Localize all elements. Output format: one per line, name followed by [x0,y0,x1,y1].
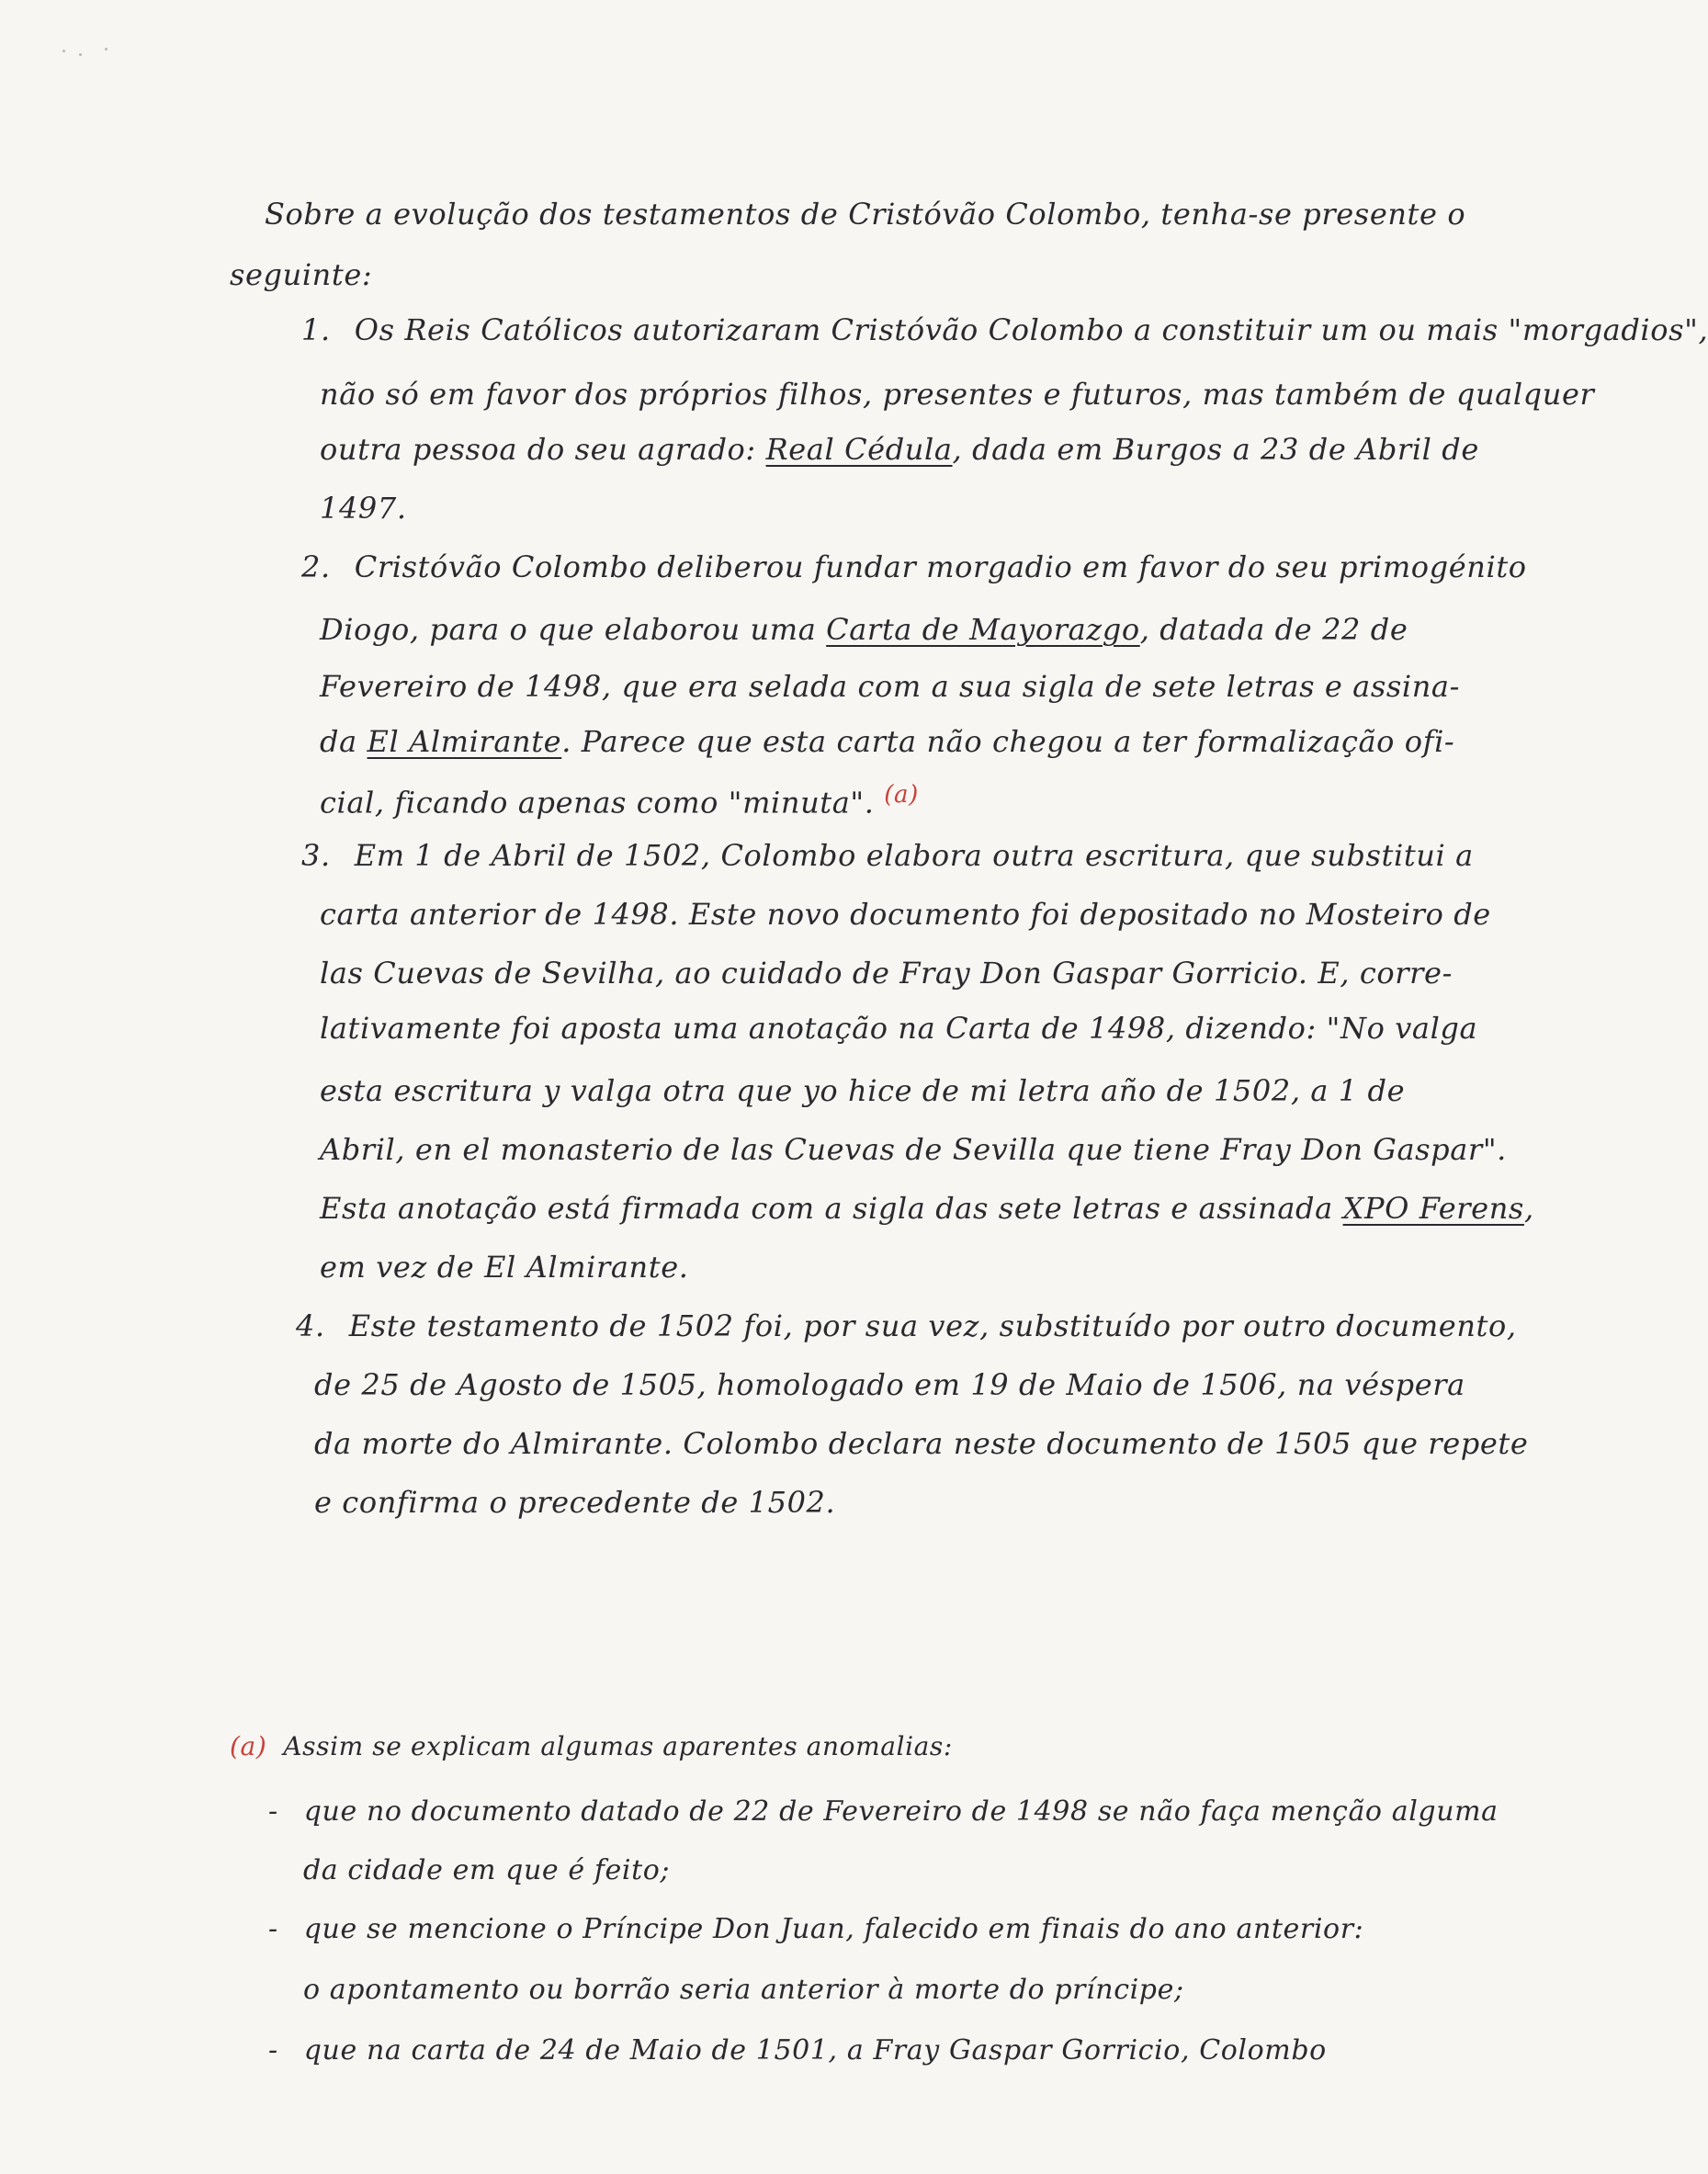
item-2-number: 2. [301,549,331,584]
item-1-text-3a: outra pessoa do seu agrado: [320,432,766,467]
item-1-line-3 [320,432,1479,467]
footnote-ref-a: (a) [884,781,919,809]
item-3-line-1 [301,838,1474,873]
bullet-2-text-1: que se mencione o Príncipe Don Juan, falecido em finais do ano anterior: [303,1913,1364,1945]
item-4-line-4: e confirma o precedente de 1502. [314,1485,836,1520]
item-2-text-4b: . Parece que esta carta não chegou a ter formalização ofi- [561,724,1455,759]
item-3-line-5: esta escritura y valga otra que yo hice de mi letra año de 1502, a 1 de [320,1073,1406,1108]
bullet-dash-icon: - [268,1795,278,1828]
item-3-line-7 [320,1191,1534,1226]
el-almirante-underlined: El Almirante [367,724,562,759]
footnote-mark-a: (a) [230,1731,267,1761]
item-1-line-2: não só em favor dos próprios filhos, presentes e futuros, mas também de qualquer [320,377,1595,412]
item-2-text-4a: da [320,724,368,759]
bullet-dash-icon: - [268,1913,278,1945]
item-2-line-3: Fevereiro de 1498, que era selada com a sua sigla de sete letras e assina- [320,669,1461,704]
footnote-heading: Assim se explicam algumas aparentes anomalias: [283,1731,953,1761]
item-2-line-4 [320,724,1454,759]
item-3-text-7b: , [1523,1191,1534,1226]
paper-speck [62,48,118,61]
item-2-text-1: Cristóvão Colombo deliberou fundar morgadio em favor do seu primogénito [354,549,1527,584]
item-1-number: 1. [301,312,331,347]
item-1-line-4: 1497. [320,491,407,526]
carta-de-mayorazgo-underlined: Carta de Mayorazgo [826,612,1140,647]
item-3-line-6: Abril, en el monasterio de las Cuevas de Sevilla que tiene Fray Don Gaspar". [320,1132,1507,1167]
footnote-bullet-1-line-2: da cidade em que é feito; [303,1854,671,1886]
item-2-line-2 [320,612,1408,647]
bullet-dash-icon: - [268,2034,278,2066]
item-3-text-1: Em 1 de Abril de 1502, Colombo elabora outra escritura, que substitui a [354,838,1474,873]
item-3-line-4: lativamente foi aposta uma anotação na Carta de 1498, dizendo: "No valga [320,1011,1478,1046]
item-2-text-2b: , datada de 22 de [1139,612,1408,647]
intro-line-2: seguinte: [230,257,373,292]
footnote-bullet-2-line-1 [268,1913,1363,1945]
item-1-line-1 [301,312,1708,347]
item-2-text-5: cial, ficando apenas como "minuta". [320,785,875,821]
item-3-number: 3. [301,838,331,873]
real-cedula-underlined: Real Cédula [765,432,953,467]
bullet-3-text-1: que na carta de 24 de Maio de 1501, a Fray Gaspar Gorricio, Colombo [303,2034,1327,2066]
item-4-line-1 [296,1308,1517,1343]
bullet-1-text-1: que no documento datado de 22 de Fevereiro de 1498 se não faça menção alguma [303,1795,1499,1828]
item-3-line-3: las Cuevas de Sevilha, ao cuidado de Fray Don Gaspar Gorricio. E, corre- [320,956,1453,991]
item-4-text-1: Este testamento de 1502 foi, por sua vez, substituído por outro documento, [348,1308,1517,1343]
item-3-line-2: carta anterior de 1498. Este novo documento foi depositado no Mosteiro de [320,897,1491,932]
footnote-bullet-2-line-2: o apontamento ou borrão seria anterior à morte do príncipe; [303,1974,1184,2006]
intro-line-1: Sobre a evolução dos testamentos de Cristóvão Colombo, tenha-se presente o [265,197,1466,232]
item-1-text-3b: , dada em Burgos a 23 de Abril de [952,432,1479,467]
item-3-text-7a: Esta anotação está firmada com a sigla das sete letras e assinada [320,1191,1343,1226]
footnote-bullet-3-line-1 [268,2034,1327,2066]
item-4-line-3: da morte do Almirante. Colombo declara neste documento de 1505 que repete [314,1426,1529,1461]
footnote-heading-line [230,1731,953,1761]
item-4-line-2: de 25 de Agosto de 1505, homologado em 19 de Maio de 1506, na véspera [314,1367,1465,1402]
item-3-line-8: em vez de El Almirante. [320,1250,689,1285]
xpo-ferens-underlined: XPO Ferens [1342,1191,1524,1226]
item-2-line-5 [320,781,919,821]
item-2-line-1 [301,549,1527,584]
item-1-text-1: Os Reis Católicos autorizaram Cristóvão Colombo a constituir um ou mais "morgadios", [354,312,1708,347]
item-2-text-2a: Diogo, para o que elaborou uma [320,612,827,647]
item-4-number: 4. [296,1308,325,1343]
footnote-bullet-1-line-1 [268,1795,1499,1828]
